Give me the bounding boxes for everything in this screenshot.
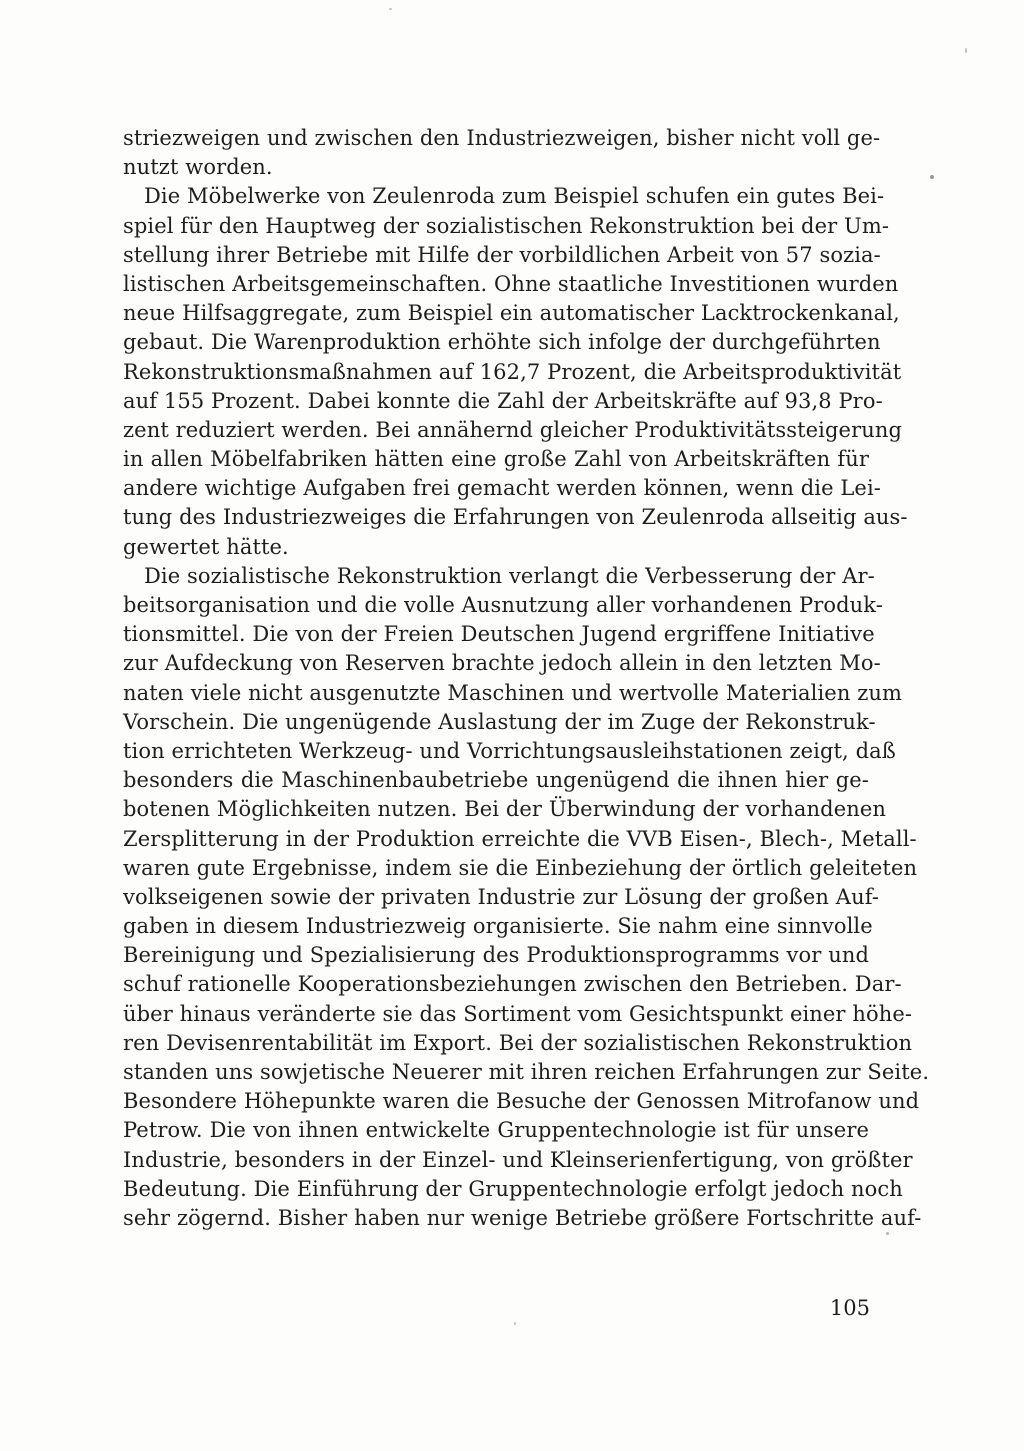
text-line: tung des Industriezweiges die Erfahrungen von Zeulenroda allseitig aus- (123, 505, 908, 530)
page-number: 105 (829, 1296, 870, 1320)
text-line: Die sozialistische Rekonstruktion verlangt die Verbesserung der Ar- (144, 563, 875, 588)
text-line: Rekonstruktionsmaßnahmen auf 162,7 Prozent, die Arbeitsproduktivität (123, 359, 902, 384)
text-line: Besondere Höhepunkte waren die Besuche der Genossen Mitrofanow und (123, 1089, 920, 1114)
text-line: Zersplitterung in der Produktion erreichte die VVB Eisen-, Blech-, Metall- (123, 826, 917, 851)
text-line: in allen Möbelfabriken hätten eine große Zahl von Arbeitskräften für (123, 447, 869, 472)
scan-speck (514, 1322, 516, 1325)
text-line: nutzt worden. (123, 155, 273, 180)
text-line: Die Möbelwerke von Zeulenroda zum Beispiel schufen ein gutes Bei- (144, 184, 885, 209)
text-line: volkseigenen sowie der privaten Industrie zur Lösung der großen Auf- (123, 884, 880, 909)
text-line: zur Aufdeckung von Reserven brachte jedoch allein in den letzten Mo- (123, 651, 881, 676)
text-line: auf 155 Prozent. Dabei konnte die Zahl der Arbeitskräfte auf 93,8 Pro- (123, 388, 883, 413)
text-line: stellung ihrer Betriebe mit Hilfe der vorbildlichen Arbeit von 57 sozia- (123, 242, 881, 267)
scan-speck (965, 48, 967, 53)
text-line: spiel für den Hauptweg der sozialistischen Rekonstruktion bei der Um- (123, 213, 890, 238)
body-text (123, 124, 930, 1233)
text-line: gaben in diesem Industriezweig organisierte. Sie nahm eine sinnvolle (123, 914, 873, 939)
text-line: Bedeutung. Die Einführung der Gruppentechnologie erfolgt jedoch noch (123, 1176, 903, 1201)
text-line: schuf rationelle Kooperationsbeziehungen zwischen den Betrieben. Dar- (123, 972, 902, 997)
text-line: Vorschein. Die ungenügende Auslastung der im Zuge der Rekonstruk- (123, 709, 876, 734)
text-line: Petrow. Die von ihnen entwickelte Gruppentechnologie ist für unsere (123, 1118, 869, 1143)
text-line: gebaut. Die Warenproduktion erhöhte sich infolge der durchgeführten (123, 330, 881, 355)
text-line: standen uns sowjetische Neuerer mit ihren reichen Erfahrungen zur Seite. (123, 1060, 930, 1084)
scan-speck (389, 8, 392, 10)
text-line: Industrie, besonders in der Einzel- und Kleinserienfertigung, von größter (123, 1147, 913, 1172)
text-line: striezweigen und zwischen den Industriezweigen, bisher nicht voll ge- (123, 126, 881, 150)
text-line: gewertet hätte. (123, 534, 289, 559)
text-line: zent reduziert werden. Bei annähernd gleicher Produktivitätssteigerung (123, 417, 902, 442)
text-line: tionsmittel. Die von der Freien Deutschen Jugend ergriffene Initiative (123, 622, 875, 647)
text-line: besonders die Maschinenbaubetriebe ungenügend die ihnen hier ge- (123, 768, 869, 793)
text-line: sehr zögernd. Bisher haben nur wenige Betriebe größere Fortschritte auf- (123, 1205, 922, 1230)
text-line: listischen Arbeitsgemeinschaften. Ohne staatliche Investitionen wurden (123, 271, 899, 296)
scan-speck (886, 1232, 889, 1235)
text-line: über hinaus veränderte sie das Sortiment vom Gesichtspunkt einer höhe- (123, 1001, 913, 1026)
text-line: beitsorganisation und die volle Ausnutzung aller vorhandenen Produk- (123, 593, 883, 617)
text-line: botenen Möglichkeiten nutzen. Bei der Überwindung der vorhandenen (123, 797, 887, 822)
text-line: tion errichteten Werkzeug- und Vorrichtungsausleihstationen zeigt, daß (123, 738, 896, 763)
text-line: naten viele nicht ausgenutzte Maschinen und wertvolle Materialien zum (123, 680, 903, 705)
text-line: neue Hilfsaggregate, zum Beispiel ein automatischer Lacktrockenkanal, (123, 301, 900, 326)
text-line: andere wichtige Aufgaben frei gemacht werden können, wenn die Lei- (123, 476, 881, 501)
scan-speck (930, 175, 934, 179)
text-line: waren gute Ergebnisse, indem sie die Einbeziehung der örtlich geleiteten (123, 855, 918, 880)
text-line: Bereinigung und Spezialisierung des Produktionsprogramms vor und (123, 943, 869, 968)
text-line: ren Devisenrentabilität im Export. Bei der sozialistischen Rekonstruktion (123, 1030, 913, 1055)
